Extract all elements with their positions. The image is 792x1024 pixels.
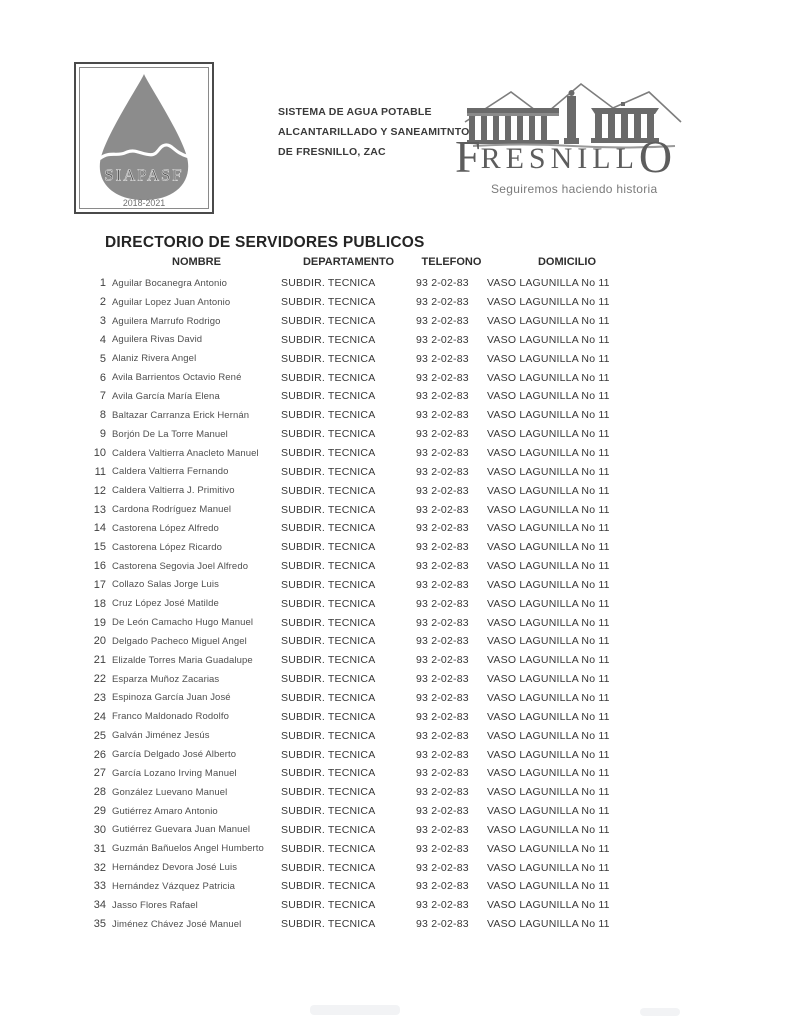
- row-number: 16: [93, 560, 106, 573]
- name-cell: Avila García María Elena: [112, 390, 220, 402]
- name-cell: Gutiérrez Guevara Juan Manuel: [112, 824, 251, 836]
- row-number: 24: [93, 710, 106, 723]
- name-cell: Caldera Valtierra J. Primitivo: [112, 485, 235, 497]
- address-cell: VASO LAGUNILLA No 11: [487, 428, 610, 441]
- org-name-line-1: SISTEMA DE AGUA POTABLE: [278, 106, 432, 118]
- row-number: 14: [93, 522, 106, 535]
- name-cell: Cruz López José Matilde: [112, 598, 219, 610]
- fresnillo-wordmark-f: F: [455, 131, 481, 182]
- phone-cell: 93 2-02-83: [416, 371, 469, 384]
- table-row: [88, 613, 714, 632]
- column-header-nombre: NOMBRE: [172, 256, 221, 268]
- phone-cell: 93 2-02-83: [416, 560, 469, 573]
- name-cell: Aguilera Marrufo Rodrigo: [112, 315, 221, 327]
- name-cell: Jasso Flores Rafael: [112, 899, 198, 911]
- address-cell: VASO LAGUNILLA No 11: [487, 635, 610, 648]
- row-number: 6: [99, 371, 106, 384]
- siapasf-acronym: SIAPASF: [104, 165, 184, 185]
- address-cell: VASO LAGUNILLA No 11: [487, 409, 610, 422]
- table-row: [88, 707, 714, 726]
- row-number: 19: [93, 616, 106, 629]
- row-number: 29: [93, 805, 106, 818]
- name-cell: García Delgado José Alberto: [112, 749, 237, 761]
- fresnillo-wordmark: [455, 131, 690, 182]
- table-row: [88, 858, 714, 877]
- phone-cell: 93 2-02-83: [416, 861, 469, 874]
- table-row: [88, 387, 714, 406]
- phone-cell: 93 2-02-83: [416, 409, 469, 422]
- department-cell: SUBDIR. TECNICA: [281, 729, 376, 742]
- phone-cell: 93 2-02-83: [416, 447, 469, 460]
- table-row: [88, 783, 714, 802]
- phone-cell: 93 2-02-83: [416, 635, 469, 648]
- address-cell: VASO LAGUNILLA No 11: [487, 597, 610, 610]
- row-number: 18: [93, 597, 106, 610]
- address-cell: VASO LAGUNILLA No 11: [487, 861, 610, 874]
- name-cell: Aguilar Lopez Juan Antonio: [112, 296, 231, 308]
- table-row: [88, 915, 714, 934]
- department-cell: SUBDIR. TECNICA: [281, 277, 376, 290]
- department-cell: SUBDIR. TECNICA: [281, 767, 376, 780]
- department-cell: SUBDIR. TECNICA: [281, 578, 376, 591]
- department-cell: SUBDIR. TECNICA: [281, 371, 376, 384]
- org-name-block: [278, 102, 470, 162]
- name-cell: Galván Jiménez Jesús: [112, 730, 210, 742]
- fresnillo-slogan: Seguiremos haciendo historia: [491, 182, 658, 196]
- table-row: [88, 632, 714, 651]
- page-title: DIRECTORIO DE SERVIDORES PUBLICOS: [105, 234, 425, 251]
- table-body: [88, 274, 714, 934]
- name-cell: Delgado Pacheco Miguel Angel: [112, 635, 247, 647]
- table-row: [88, 689, 714, 708]
- siapasf-period: 2018-2021: [122, 197, 166, 208]
- table-row: [88, 481, 714, 500]
- department-cell: SUBDIR. TECNICA: [281, 447, 376, 460]
- name-cell: Guzmán Bañuelos Angel Humberto: [112, 843, 264, 855]
- address-cell: VASO LAGUNILLA No 11: [487, 918, 610, 931]
- row-number: 9: [99, 428, 106, 441]
- name-cell: Franco Maldonado Rodolfo: [112, 711, 229, 723]
- address-cell: VASO LAGUNILLA No 11: [487, 673, 610, 686]
- row-number: 22: [93, 673, 106, 686]
- row-number: 20: [93, 635, 106, 648]
- row-number: 27: [93, 767, 106, 780]
- address-cell: VASO LAGUNILLA No 11: [487, 352, 610, 365]
- phone-cell: 93 2-02-83: [416, 333, 469, 346]
- phone-cell: 93 2-02-83: [416, 541, 469, 554]
- address-cell: VASO LAGUNILLA No 11: [487, 899, 610, 912]
- table-header-row: [88, 256, 714, 272]
- name-cell: Elizalde Torres Maria Guadalupe: [112, 654, 253, 666]
- address-cell: VASO LAGUNILLA No 11: [487, 767, 610, 780]
- row-number: 30: [93, 823, 106, 836]
- department-cell: SUBDIR. TECNICA: [281, 673, 376, 686]
- table-row: [88, 349, 714, 368]
- column-header-departamento: DEPARTAMENTO: [302, 256, 395, 268]
- name-cell: García Lozano Irving Manuel: [112, 767, 237, 779]
- name-cell: Baltazar Carranza Erick Hernán: [112, 409, 250, 421]
- department-cell: SUBDIR. TECNICA: [281, 786, 376, 799]
- name-cell: Castorena Segovia Joel Alfredo: [112, 560, 249, 572]
- row-number: 21: [93, 654, 106, 667]
- column-header-domicilio: DOMICILIO: [537, 256, 597, 268]
- department-cell: SUBDIR. TECNICA: [281, 503, 376, 516]
- address-cell: VASO LAGUNILLA No 11: [487, 371, 610, 384]
- row-number: 4: [99, 333, 106, 346]
- row-number: 28: [93, 786, 106, 799]
- table-row: [88, 651, 714, 670]
- row-number: 35: [93, 918, 106, 931]
- address-cell: VASO LAGUNILLA No 11: [487, 447, 610, 460]
- address-cell: VASO LAGUNILLA No 11: [487, 805, 610, 818]
- phone-cell: 93 2-02-83: [416, 654, 469, 667]
- name-cell: Collazo Salas Jorge Luis: [112, 579, 219, 591]
- name-cell: Esparza Muñoz Zacarias: [112, 673, 220, 685]
- department-cell: SUBDIR. TECNICA: [281, 390, 376, 403]
- address-cell: VASO LAGUNILLA No 11: [487, 333, 610, 346]
- table-row: [88, 745, 714, 764]
- row-number: 8: [99, 409, 106, 422]
- department-cell: SUBDIR. TECNICA: [281, 880, 376, 893]
- table-row: [88, 538, 714, 557]
- department-cell: SUBDIR. TECNICA: [281, 823, 376, 836]
- phone-cell: 93 2-02-83: [416, 503, 469, 516]
- name-cell: Espinoza García Juan José: [112, 692, 231, 704]
- phone-cell: 93 2-02-83: [416, 616, 469, 629]
- row-number: 33: [93, 880, 106, 893]
- department-cell: SUBDIR. TECNICA: [281, 635, 376, 648]
- name-cell: Aguilera Rivas David: [112, 334, 203, 346]
- phone-cell: 93 2-02-83: [416, 729, 469, 742]
- table-row: [88, 877, 714, 896]
- department-cell: SUBDIR. TECNICA: [281, 710, 376, 723]
- table-row: [88, 519, 714, 538]
- phone-cell: 93 2-02-83: [416, 710, 469, 723]
- phone-cell: 93 2-02-83: [416, 918, 469, 931]
- table-row: [88, 368, 714, 387]
- row-number: 26: [93, 748, 106, 761]
- phone-cell: 93 2-02-83: [416, 805, 469, 818]
- department-cell: SUBDIR. TECNICA: [281, 654, 376, 667]
- address-cell: VASO LAGUNILLA No 11: [487, 748, 610, 761]
- name-cell: Gutiérrez Amaro Antonio: [112, 805, 218, 817]
- org-name-line-2: ALCANTARILLADO Y SANEAMITNTO: [278, 126, 470, 138]
- name-cell: Alaniz Rivera Angel: [112, 353, 197, 365]
- table-row: [88, 594, 714, 613]
- address-cell: VASO LAGUNILLA No 11: [487, 522, 610, 535]
- row-number: 17: [93, 578, 106, 591]
- table-row: [88, 576, 714, 595]
- name-cell: Borjón De La Torre Manuel: [112, 428, 228, 440]
- address-cell: VASO LAGUNILLA No 11: [487, 616, 610, 629]
- department-cell: SUBDIR. TECNICA: [281, 597, 376, 610]
- address-cell: VASO LAGUNILLA No 11: [487, 277, 610, 290]
- phone-cell: 93 2-02-83: [416, 673, 469, 686]
- scan-artifact: [640, 1008, 680, 1016]
- table-row: [88, 500, 714, 519]
- phone-cell: 93 2-02-83: [416, 428, 469, 441]
- name-cell: Avila Barrientos Octavio René: [112, 372, 242, 384]
- table-row: [88, 274, 714, 293]
- department-cell: SUBDIR. TECNICA: [281, 899, 376, 912]
- address-cell: VASO LAGUNILLA No 11: [487, 710, 610, 723]
- siapasf-logo: [74, 62, 214, 214]
- table-row: [88, 331, 714, 350]
- department-cell: SUBDIR. TECNICA: [281, 484, 376, 497]
- address-cell: VASO LAGUNILLA No 11: [487, 691, 610, 704]
- phone-cell: 93 2-02-83: [416, 390, 469, 403]
- org-name-line-3: DE FRESNILLO, ZAC: [278, 146, 386, 158]
- phone-cell: 93 2-02-83: [416, 880, 469, 893]
- department-cell: SUBDIR. TECNICA: [281, 541, 376, 554]
- department-cell: SUBDIR. TECNICA: [281, 560, 376, 573]
- name-cell: Cardona Rodríguez Manuel: [112, 504, 232, 516]
- phone-cell: 93 2-02-83: [416, 691, 469, 704]
- row-number: 32: [93, 861, 106, 874]
- table-row: [88, 444, 714, 463]
- department-cell: SUBDIR. TECNICA: [281, 315, 376, 328]
- name-cell: De León Camacho Hugo Manuel: [112, 617, 254, 629]
- name-cell: Caldera Valtierra Anacleto Manuel: [112, 447, 259, 459]
- department-cell: SUBDIR. TECNICA: [281, 842, 376, 855]
- table-row: [88, 896, 714, 915]
- address-cell: VASO LAGUNILLA No 11: [487, 503, 610, 516]
- phone-cell: 93 2-02-83: [416, 578, 469, 591]
- row-number: 2: [99, 296, 106, 309]
- phone-cell: 93 2-02-83: [416, 352, 469, 365]
- address-cell: VASO LAGUNILLA No 11: [487, 465, 610, 478]
- row-number: 3: [99, 315, 106, 328]
- address-cell: VASO LAGUNILLA No 11: [487, 390, 610, 403]
- phone-cell: 93 2-02-83: [416, 277, 469, 290]
- phone-cell: 93 2-02-83: [416, 748, 469, 761]
- fresnillo-wordmark-o: O: [638, 131, 673, 182]
- row-number: 11: [94, 465, 106, 478]
- scan-artifact: [310, 1005, 400, 1015]
- table-row: [88, 820, 714, 839]
- table-row: [88, 670, 714, 689]
- table-row: [88, 764, 714, 783]
- address-cell: VASO LAGUNILLA No 11: [487, 560, 610, 573]
- row-number: 13: [93, 503, 106, 516]
- address-cell: VASO LAGUNILLA No 11: [487, 541, 610, 554]
- phone-cell: 93 2-02-83: [416, 296, 469, 309]
- department-cell: SUBDIR. TECNICA: [281, 465, 376, 478]
- phone-cell: 93 2-02-83: [416, 823, 469, 836]
- fresnillo-wordmark-mid: RESNILL: [480, 142, 639, 175]
- table-row: [88, 726, 714, 745]
- water-drop-icon: [80, 68, 208, 208]
- name-cell: Castorena López Alfredo: [112, 522, 219, 534]
- name-cell: Hernández Vázquez Patricia: [112, 880, 236, 892]
- department-cell: SUBDIR. TECNICA: [281, 805, 376, 818]
- address-cell: VASO LAGUNILLA No 11: [487, 315, 610, 328]
- department-cell: SUBDIR. TECNICA: [281, 352, 376, 365]
- phone-cell: 93 2-02-83: [416, 786, 469, 799]
- directory-table: [88, 256, 714, 934]
- phone-cell: 93 2-02-83: [416, 465, 469, 478]
- header-spacer: [88, 256, 106, 272]
- department-cell: SUBDIR. TECNICA: [281, 333, 376, 346]
- name-cell: Caldera Valtierra Fernando: [112, 466, 229, 478]
- phone-cell: 93 2-02-83: [416, 767, 469, 780]
- address-cell: VASO LAGUNILLA No 11: [487, 823, 610, 836]
- address-cell: VASO LAGUNILLA No 11: [487, 880, 610, 893]
- phone-cell: 93 2-02-83: [416, 484, 469, 497]
- table-row: [88, 557, 714, 576]
- department-cell: SUBDIR. TECNICA: [281, 691, 376, 704]
- address-cell: VASO LAGUNILLA No 11: [487, 842, 610, 855]
- address-cell: VASO LAGUNILLA No 11: [487, 654, 610, 667]
- name-cell: Castorena López Ricardo: [112, 541, 223, 553]
- table-row: [88, 839, 714, 858]
- row-number: 15: [93, 541, 106, 554]
- siapasf-logo-frame: [79, 67, 209, 209]
- department-cell: SUBDIR. TECNICA: [281, 522, 376, 535]
- row-number: 10: [93, 447, 106, 460]
- department-cell: SUBDIR. TECNICA: [281, 428, 376, 441]
- table-row: [88, 425, 714, 444]
- table-row: [88, 462, 714, 481]
- table-row: [88, 406, 714, 425]
- department-cell: SUBDIR. TECNICA: [281, 861, 376, 874]
- row-number: 5: [99, 352, 106, 365]
- row-number: 25: [93, 729, 106, 742]
- table-row: [88, 802, 714, 821]
- table-row: [88, 312, 714, 331]
- address-cell: VASO LAGUNILLA No 11: [487, 296, 610, 309]
- name-cell: González Luevano Manuel: [112, 786, 228, 798]
- department-cell: SUBDIR. TECNICA: [281, 296, 376, 309]
- phone-cell: 93 2-02-83: [416, 842, 469, 855]
- phone-cell: 93 2-02-83: [416, 315, 469, 328]
- address-cell: VASO LAGUNILLA No 11: [487, 578, 610, 591]
- row-number: 31: [93, 842, 106, 855]
- name-cell: Jiménez Chávez José Manuel: [112, 918, 242, 930]
- row-number: 7: [99, 390, 106, 403]
- name-cell: Hernández Devora José Luis: [112, 862, 238, 874]
- row-number: 34: [93, 899, 106, 912]
- row-number: 23: [93, 691, 106, 704]
- column-header-telefono: TELEFONO: [421, 256, 482, 268]
- department-cell: SUBDIR. TECNICA: [281, 616, 376, 629]
- address-cell: VASO LAGUNILLA No 11: [487, 786, 610, 799]
- name-cell: Aguilar Bocanegra Antonio: [112, 277, 227, 289]
- row-number: 1: [99, 277, 106, 290]
- phone-cell: 93 2-02-83: [416, 899, 469, 912]
- phone-cell: 93 2-02-83: [416, 522, 469, 535]
- row-number: 12: [93, 484, 106, 497]
- address-cell: VASO LAGUNILLA No 11: [487, 484, 610, 497]
- department-cell: SUBDIR. TECNICA: [281, 918, 376, 931]
- phone-cell: 93 2-02-83: [416, 597, 469, 610]
- department-cell: SUBDIR. TECNICA: [281, 409, 376, 422]
- table-row: [88, 293, 714, 312]
- department-cell: SUBDIR. TECNICA: [281, 748, 376, 761]
- fresnillo-logo: [455, 82, 690, 200]
- address-cell: VASO LAGUNILLA No 11: [487, 729, 610, 742]
